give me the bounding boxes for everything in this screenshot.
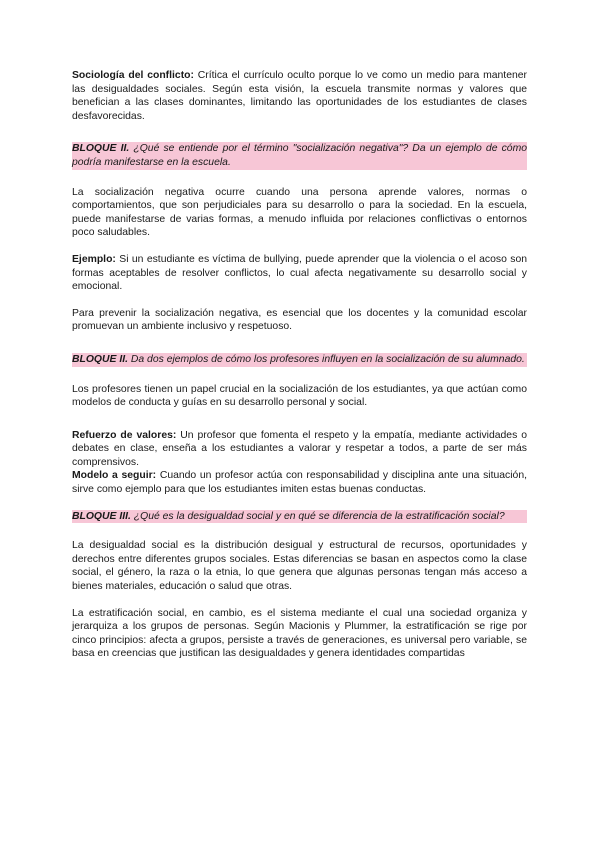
question-label: BLOQUE II. [72, 143, 130, 155]
paragraph-text: Si un estudiante es víctima de bullying, puede aprender que la violencia o el acoso son formas aceptables de resolver conflictos, lo cual afecta negativamente su desarrollo social y emocional. [72, 253, 527, 293]
paragraph-prevention: Para prevenir la socialización negativa, es esencial que los docentes y la comunidad escolar promuevan un ambiente inclusivo y respetuoso. [72, 307, 527, 333]
term-example: Ejemplo: [72, 253, 116, 265]
question-social-inequality [72, 510, 527, 524]
paragraph-negative-socialization: La socialización negativa ocurre cuando una persona aprende valores, normas o comportamientos, que son perjudiciales para su desarrollo o para la sociedad. En la escuela, puede manifestarse de varias formas, a menudo influida por relaciones conflictivas o entornos poco saludables. [72, 186, 527, 239]
question-text: ¿Qué es la desigualdad social y en qué se diferencia de la estratificación social? [130, 510, 505, 522]
paragraph-role-model [72, 469, 527, 496]
term-role-model: Modelo a seguir: [72, 470, 157, 482]
question-negative-socialization [72, 142, 527, 169]
term-values-reinforcement: Refuerzo de valores: [72, 429, 177, 441]
question-text: Da dos ejemplos de cómo los profesores influyen en la socialización de su alumnado. [128, 353, 525, 365]
paragraph-text: Un profesor que fomenta el respeto y la empatía, mediante actividades o debates en clase, enseña a los estudiantes a valorar y respetar a todos, a parte de ser más comprensivos. [72, 429, 527, 468]
paragraph-social-inequality: La desigualdad social es la distribución desigual y estructural de recursos, oportunidades y derechos entre diferentes grupos sociales. Estas diferencias se basan en aspectos como la clase social, el género, la raza o la etnia, lo que genera que algunas personas tengan más acceso a bienes materiales, educación o salud que otras. [72, 540, 527, 593]
paragraph-values-reinforcement [72, 429, 527, 470]
paragraph-social-stratification: La estratificación social, en cambio, es el sistema mediante el cual una sociedad organiza y jerarquiza a los grupos de personas. Según Macionis y Plummer, la estratificación se rige por cinco principios: afecta a grupos, persiste a través de generaciones, es universal pero variable, se basa en creencias que justifican las desigualdades y genera identidades compartidas [72, 607, 527, 660]
question-text: ¿Qué se entiende por el término "socialización negativa"? Da un ejemplo de cómo podría manifestarse en la escuela. [72, 143, 528, 168]
paragraph-example [72, 253, 527, 294]
document-body [72, 69, 527, 661]
question-teacher-influence [72, 353, 527, 367]
question-label: BLOQUE III. [72, 510, 131, 522]
paragraph-conflict-sociology [72, 69, 527, 123]
paragraph-teacher-role: Los profesores tienen un papel crucial en la socialización de los estudiantes, ya que actúan como modelos de conducta y guías en su desarrollo personal y social. [72, 383, 527, 409]
paragraph-text: Cuando un profesor actúa con responsabilidad y disciplina ante una situación, sirve como ejemplo para que los estudiantes imiten estas buenas conductas. [72, 470, 527, 496]
term-conflict-sociology: Sociología del conflicto: [72, 70, 194, 81]
paragraph-text: Crítica el currículo oculto porque lo ve como un medio para mantener las desigualdades sociales. Según esta visión, la escuela transmite normas y valores que benefician a las clases dominantes, limitando las oportunidades de los estudiantes de clases desfavorecidas. [72, 70, 527, 122]
question-label: BLOQUE II. [72, 353, 128, 365]
